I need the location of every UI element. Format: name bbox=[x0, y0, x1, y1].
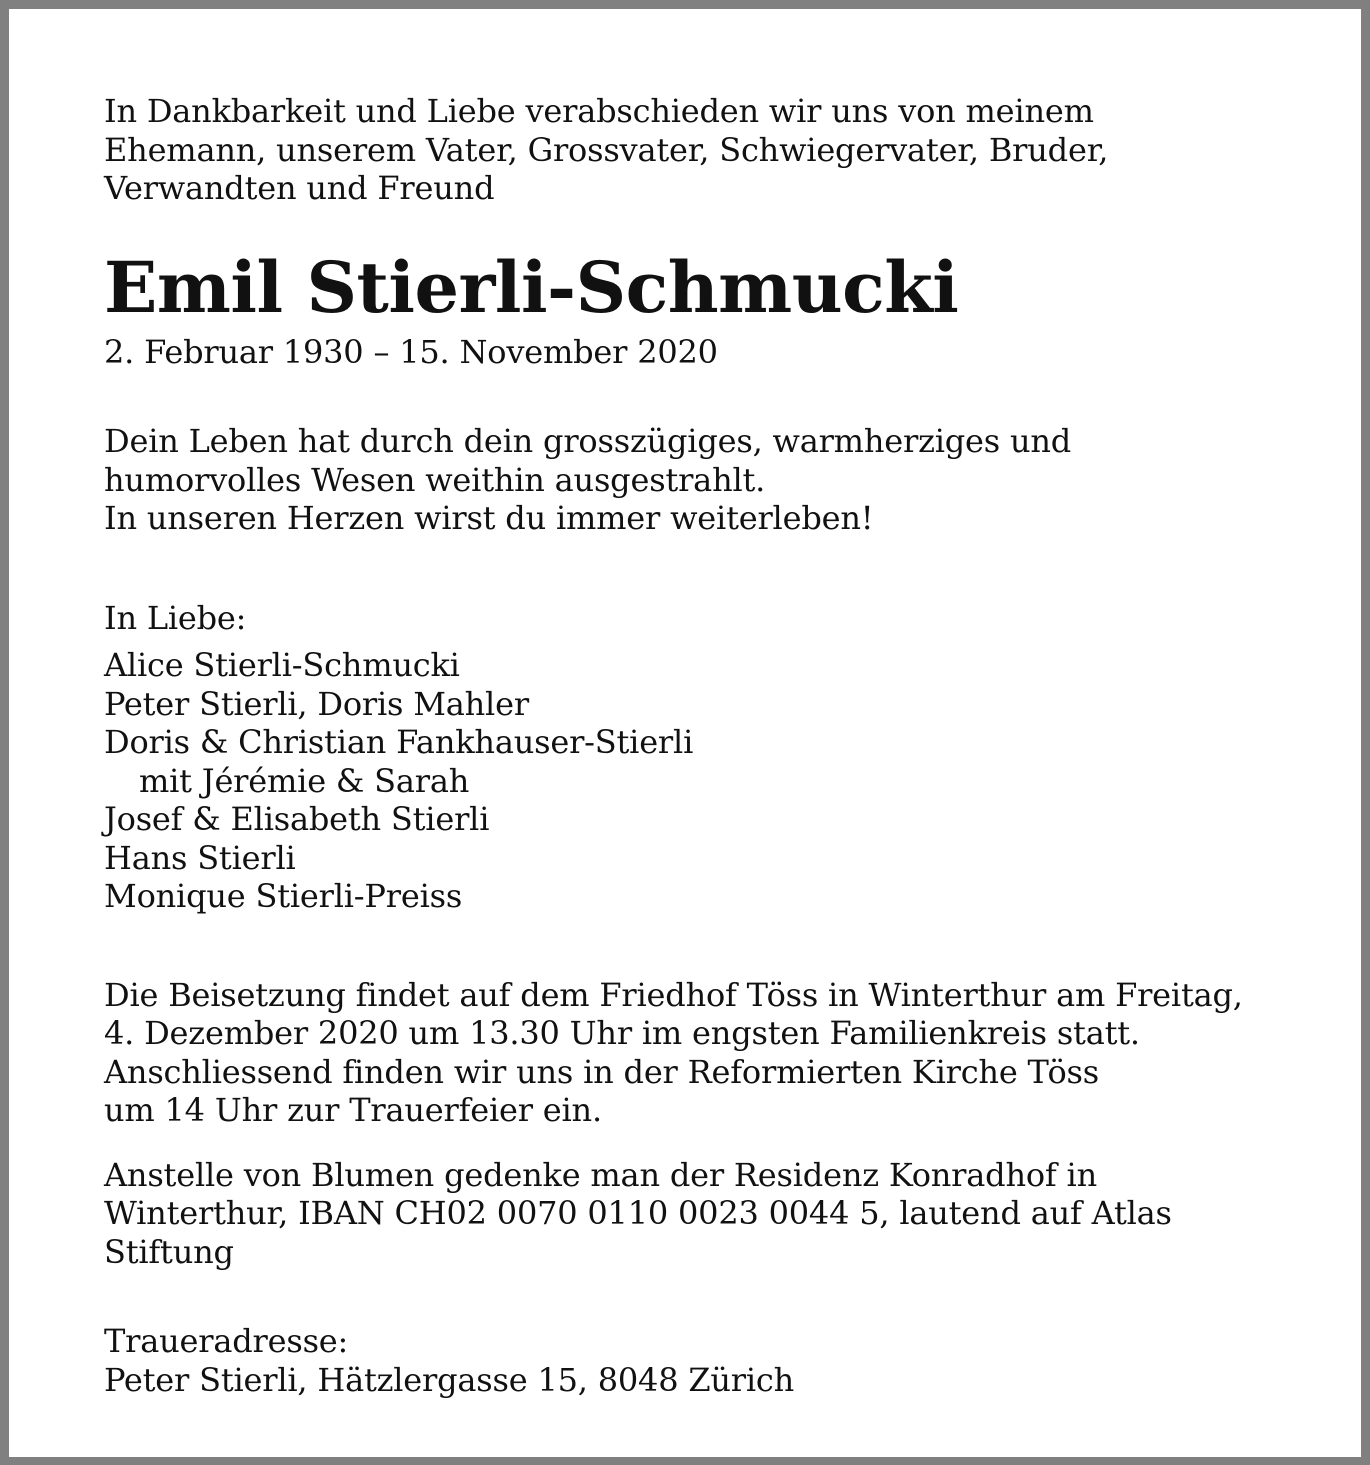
mourners-list bbox=[104, 646, 1344, 916]
funeral-line: Die Beisetzung findet auf dem Friedhof Töss in Winterthur am Freitag, bbox=[104, 975, 1243, 1014]
life-dates: 2. Februar 1930 – 15. November 2020 bbox=[104, 332, 718, 371]
donation-info bbox=[104, 1156, 1344, 1272]
funeral-info bbox=[104, 976, 1344, 1130]
tribute-line: Dein Leben hat durch dein grosszügiges, warmherziges und bbox=[104, 422, 1072, 460]
address-heading: Traueradresse: bbox=[104, 1322, 349, 1360]
mourner-name: Josef & Elisabeth Stierli bbox=[104, 800, 490, 838]
mourner-name: Peter Stierli, Doris Mahler bbox=[104, 684, 529, 723]
intro-line: Ehemann, unserem Vater, Grossvater, Schwiegervater, Bruder, bbox=[104, 130, 1109, 169]
intro-line: In Dankbarkeit und Liebe verabschieden wir uns von meinem bbox=[104, 92, 1094, 130]
intro-line: Verwandten und Freund bbox=[104, 169, 495, 207]
mourner-name: Alice Stierli-Schmucki bbox=[104, 646, 460, 684]
intro-text bbox=[104, 92, 1344, 208]
mourner-name: mit Jérémie & Sarah bbox=[139, 761, 470, 800]
mourners-heading: In Liebe: bbox=[104, 598, 247, 637]
tribute-text bbox=[104, 422, 1344, 538]
obituary-notice bbox=[104, 92, 1344, 1399]
address-line: Peter Stierli, Hätzlergasse 15, 8048 Zürich bbox=[104, 1360, 795, 1399]
tribute-line: humorvolles Wesen weithin ausgestrahlt. bbox=[104, 460, 766, 499]
donation-line: Stiftung bbox=[104, 1232, 234, 1271]
funeral-line: 4. Dezember 2020 um 13.30 Uhr im engsten Familienkreis statt. bbox=[104, 1014, 1140, 1052]
mourner-name: Doris & Christian Fankhauser-Stierli bbox=[104, 723, 694, 761]
deceased-name: Emil Stierli-Schmucki bbox=[104, 245, 959, 329]
funeral-line: um 14 Uhr zur Trauerfeier ein. bbox=[104, 1091, 602, 1129]
mourner-name: Hans Stierli bbox=[104, 838, 296, 877]
mourning-address bbox=[104, 1322, 1344, 1399]
funeral-line: Anschliessend finden wir uns in der Reformierten Kirche Töss bbox=[104, 1052, 1099, 1091]
donation-line: Winterthur, IBAN CH02 0070 0110 0023 0044 5, lautend auf Atlas bbox=[104, 1194, 1172, 1232]
tribute-line: In unseren Herzen wirst du immer weiterleben! bbox=[104, 499, 874, 537]
donation-line: Anstelle von Blumen gedenke man der Residenz Konradhof in bbox=[104, 1155, 1097, 1194]
mourner-name: Monique Stierli-Preiss bbox=[104, 877, 463, 915]
